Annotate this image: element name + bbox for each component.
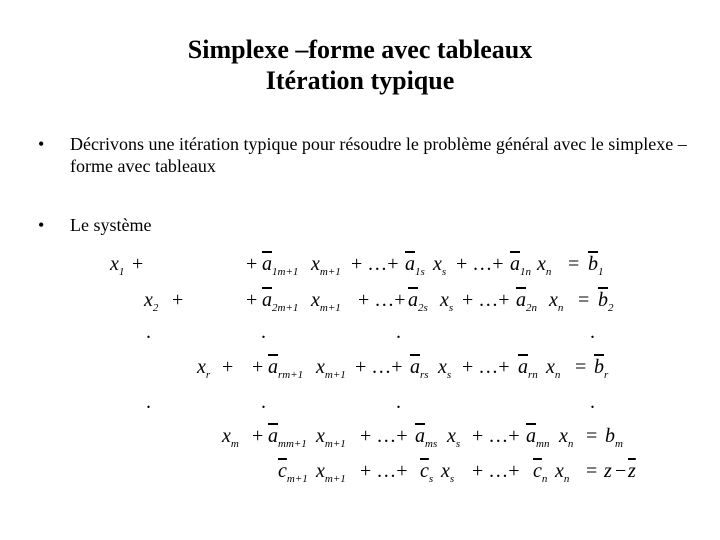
basic-variable: $x_2$ (144, 289, 159, 314)
variable: $x_{m+1}$ (311, 253, 341, 278)
minus-sign: − (615, 460, 627, 482)
ellipsis: + …+ (360, 460, 408, 482)
plus-sign: + (246, 253, 258, 275)
variable: $x_n$ (549, 289, 564, 314)
vertical-dot: . (590, 391, 595, 413)
equals-sign: = (586, 425, 598, 447)
ellipsis: + …+ (351, 253, 399, 275)
coefficient: $\overline{a}_{2n}$ (516, 289, 537, 314)
ellipsis: + …+ (456, 253, 504, 275)
plus-sign: + (172, 289, 184, 311)
cost-coefficient: $\overline{c}_s$ (420, 460, 434, 485)
vertical-dot: . (590, 321, 595, 343)
plus-sign: + (252, 356, 264, 378)
vertical-dot: . (396, 321, 401, 343)
variable: $x_s$ (433, 253, 447, 278)
basic-variable: $x_m$ (222, 425, 239, 450)
coefficient: $\overline{a}_{2m+1}$ (262, 289, 299, 314)
variable: $x_n$ (559, 425, 574, 450)
plus-sign: + (132, 253, 144, 275)
variable: $x_s$ (438, 356, 452, 381)
coefficient: $\overline{a}_{1s}$ (405, 253, 425, 278)
ellipsis: + …+ (355, 356, 403, 378)
bullet-mark: • (38, 215, 45, 235)
variable: $x_s$ (447, 425, 461, 450)
equals-sign: = (575, 356, 587, 378)
coefficient: $\overline{a}_{2s}$ (408, 289, 428, 314)
equals-sign: = (586, 460, 598, 482)
vertical-dot: . (146, 321, 151, 343)
bullet-text: Décrivons une itération typique pour résoudre le problème général avec le simplexe – forme avec tableaux (70, 134, 687, 176)
basic-variable: $x_r$ (197, 356, 211, 381)
coefficient: $\overline{a}_{mm+1}$ (268, 425, 307, 450)
variable: $x_{m+1}$ (316, 356, 346, 381)
variable: $x_s$ (441, 460, 455, 485)
variable: $x_{m+1}$ (316, 460, 346, 485)
title-line-1: Simplexe –forme avec tableaux (187, 35, 533, 64)
coefficient: $\overline{a}_{ms}$ (415, 425, 438, 450)
cost-coefficient: $\overline{c}_{m+1}$ (278, 460, 308, 485)
vertical-dot: . (261, 391, 266, 413)
plus-sign: + (246, 289, 258, 311)
objective-z: z (604, 460, 612, 482)
ellipsis: + …+ (462, 356, 510, 378)
ellipsis: + …+ (472, 425, 520, 447)
cost-coefficient: $\overline{c}_n$ (533, 460, 548, 485)
ellipsis: + …+ (472, 460, 520, 482)
vertical-dot: . (396, 391, 401, 413)
equals-sign: = (568, 253, 580, 275)
variable: $x_s$ (440, 289, 454, 314)
rhs-value: $\overline{b}_1$ (588, 253, 604, 278)
coefficient: $\overline{a}_{rm+1}$ (268, 356, 304, 381)
variable: $x_n$ (537, 253, 552, 278)
title-line-2: Itération typique (265, 66, 455, 95)
variable: $x_{m+1}$ (316, 425, 346, 450)
variable: $x_n$ (555, 460, 570, 485)
variable: $x_n$ (546, 356, 561, 381)
ellipsis: + …+ (462, 289, 510, 311)
rhs-value: $\overline{b}_r$ (594, 356, 609, 381)
bullet-text: Le système (70, 215, 152, 235)
objective-z-bar: $\overline{z}$ (628, 460, 636, 482)
vertical-dot: . (146, 391, 151, 413)
bullet-mark: • (38, 134, 45, 154)
coefficient: $\overline{a}_{1n}$ (510, 253, 531, 278)
coefficient: $\overline{a}_{1m+1}$ (262, 253, 299, 278)
coefficient: $\overline{a}_{rn}$ (518, 356, 538, 381)
ellipsis: + …+ (360, 425, 408, 447)
plus-sign: + (222, 356, 234, 378)
basic-variable: $x_1$ (110, 253, 125, 278)
rhs-value: $\overline{b}_2$ (598, 289, 614, 314)
coefficient: $\overline{a}_{rs}$ (410, 356, 429, 381)
variable: $x_{m+1}$ (311, 289, 341, 314)
plus-sign: + (252, 425, 264, 447)
equals-sign: = (578, 289, 590, 311)
rhs-value: $b_m$ (605, 425, 623, 450)
vertical-dot: . (261, 321, 266, 343)
ellipsis: + …+ (358, 289, 406, 311)
coefficient: $\overline{a}_{mn}$ (526, 425, 550, 450)
